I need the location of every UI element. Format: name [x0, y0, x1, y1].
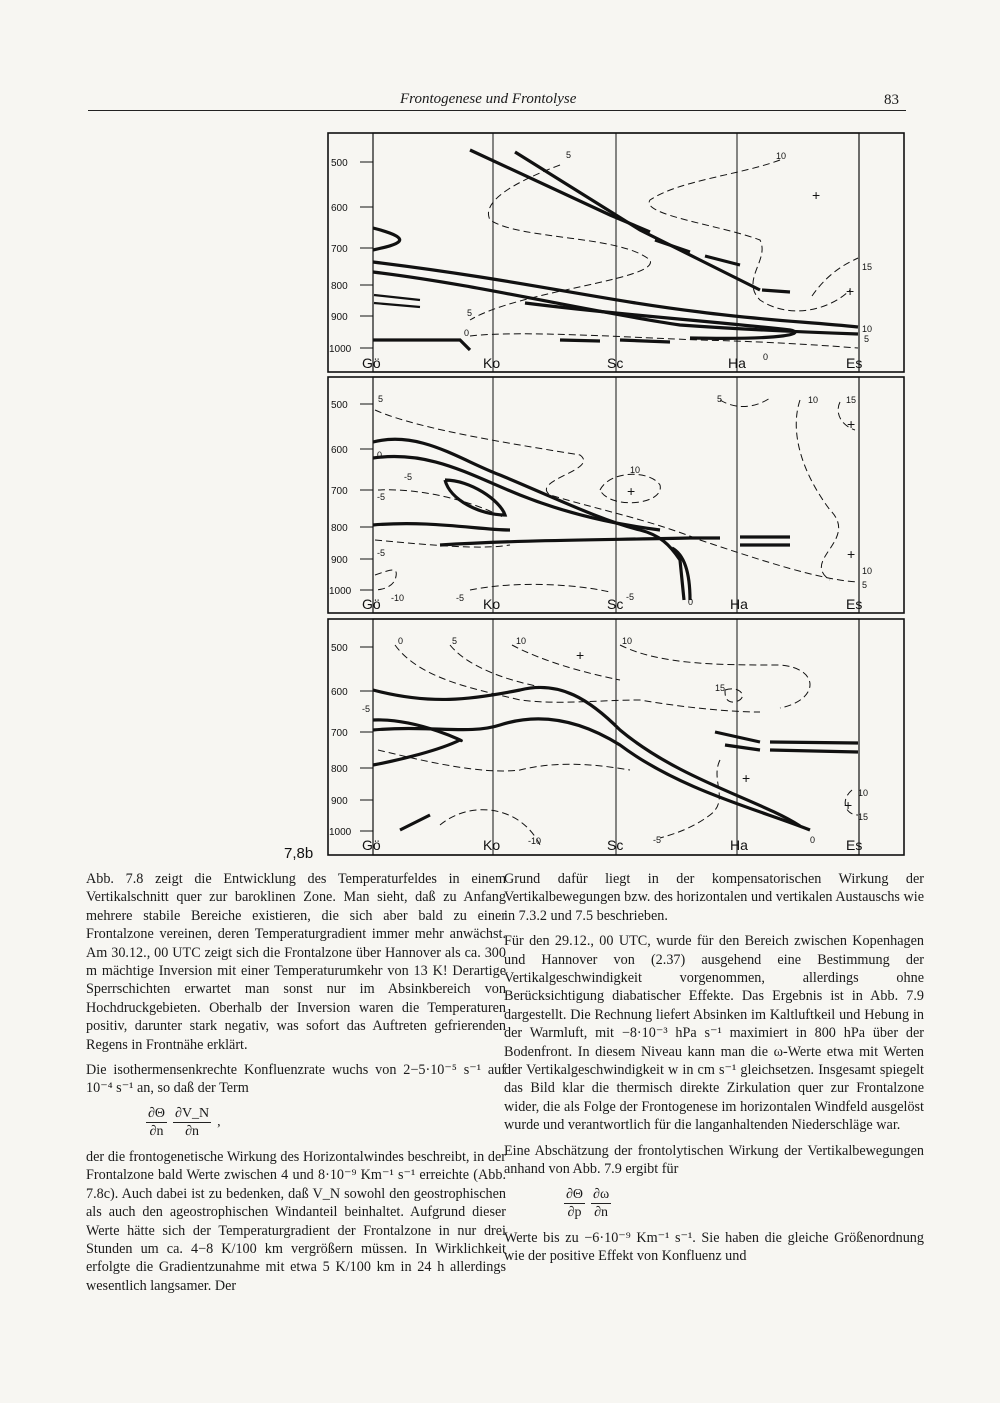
formula-1-num-a: ∂Θ	[148, 1105, 166, 1121]
p3-label-0b: 0	[810, 835, 816, 845]
p2-label-5c: 5	[862, 580, 868, 590]
formula-2-frac-b	[591, 1186, 611, 1221]
p1-level-600: 600	[331, 203, 348, 214]
running-header: Frontogenese und Frontolyse	[400, 91, 577, 107]
p2-station-sc: Sc	[607, 596, 624, 612]
formula-1	[146, 1105, 506, 1140]
p2-label-m5a: -5	[404, 472, 413, 482]
p2-station-goe: Gö	[362, 596, 381, 612]
p2-label-m5e: -5	[626, 592, 635, 602]
p2-level-1000: 1000	[329, 586, 352, 597]
p3-label-m5b: -5	[653, 835, 662, 845]
p3-station-es: Es	[846, 837, 863, 853]
right-column	[504, 870, 924, 1272]
p1-isotherms	[470, 160, 858, 348]
p2-label-15: 15	[846, 395, 857, 405]
formula-2	[564, 1186, 924, 1221]
p3-label-15b: 15	[858, 812, 869, 822]
right-paragraph-3: Eine Abschätzung der frontolytischen Wirkung der Vertikalbewegungen anhand von Abb. 7.9 ergibt für	[504, 1142, 924, 1178]
p3-label-5: 5	[452, 636, 458, 646]
right-paragraph-4: Werte bis zu −6·10⁻⁹ Km⁻¹ s⁻¹. Sie haben die gleiche Größenordnung wie der positive Effekt von Konfluenz und	[504, 1229, 924, 1264]
formula-1-num-b: ∂V_N	[175, 1105, 210, 1121]
panel-2	[328, 377, 904, 613]
p1-station-goe: Gö	[362, 355, 381, 371]
p3-label-10a: 10	[516, 636, 527, 646]
formula-1-frac-b	[173, 1105, 211, 1140]
p2-label-m5b: -5	[377, 492, 386, 502]
panel-3	[328, 619, 904, 855]
formula-1-tail: ,	[217, 1114, 221, 1130]
p1-station-ko: Ko	[483, 355, 501, 371]
left-column	[86, 870, 506, 1302]
p2-label-10: 10	[808, 395, 819, 405]
p1-label-0b: 0	[763, 352, 769, 362]
p3-plus-1: +	[576, 647, 585, 663]
p3-plus-2: +	[742, 770, 751, 786]
p1-station-ha: Ha	[728, 355, 746, 371]
p2-label-m5d: -5	[456, 593, 465, 603]
p3-level-700: 700	[331, 728, 348, 739]
p1-label-5: 5	[566, 150, 572, 160]
p3-level-1000: 1000	[329, 827, 352, 838]
p3-label-m10: -10	[528, 836, 542, 846]
formula-1-den-b: ∂n	[185, 1123, 200, 1139]
p3-label-10c: 10	[858, 788, 869, 798]
p1-label-0: 0	[464, 328, 470, 338]
p3-plus-3: +	[844, 797, 853, 813]
p2-label-m10: -10	[391, 593, 405, 603]
p3-station-sc: Sc	[607, 837, 624, 853]
p2-station-es: Es	[846, 596, 863, 612]
p3-station-ha: Ha	[730, 837, 748, 853]
p3-station-ko: Ko	[483, 837, 501, 853]
left-paragraph-3: der die frontogenetische Wirkung des Horizontalwindes beschreibt, in der Frontalzone bald Werte zwischen 4 und 8·10⁻⁹ Km⁻¹ s⁻¹ erreichte (Abb. 7.8c). Auch dabei ist zu bedenken, daß V_N sowohl den geostrophischen als auch den ageostrophischen Windanteil beinhaltet. Aufgrund dieser Werte hätte sich der Temperaturgradient der Frontalzone in nur drei Stunden um ca. 4−8 K/100 km vergrößern müssen. In Wirklichkeit erfolgte die Gradientzunahme mit etwa 5 K/100 km in 24 h allerdings wesentlich langsamer. Der	[86, 1148, 506, 1294]
left-paragraph-2: Die isothermensenkrechte Konfluenzrate wuchs von 2−5·10⁻⁵ s⁻¹ auf 10⁻⁴ s⁻¹ an, so daß der Term	[86, 1062, 506, 1097]
p2-label-m5c: -5	[377, 548, 386, 558]
p2-plus-3: +	[847, 546, 856, 562]
p3-level-500: 500	[331, 643, 348, 654]
p3-label-0: 0	[398, 636, 404, 646]
p2-plus-1: +	[627, 483, 636, 499]
formula-2-num-b: ∂ω	[593, 1186, 610, 1202]
p2-label-5a: 5	[378, 394, 384, 404]
left-paragraph-1: Abb. 7.8 zeigt die Entwicklung des Temperaturfeldes in einem Vertikalschnitt quer zur baroklinen Zone. Man sieht, daß zu Anfang mehrere stabile Bereiche existieren, die sich aber bald zu einer Frontalzone vereinen, deren Temperaturgradient immer mehr anwächst. Am 30.12., 00 UTC zeigt sich die Frontalzone über Hannover als ca. 300 m mächtige Inversion mit einer Temperaturumkehr von 13 K! Derartige Sperrschichten erwartet man sonst nur im Absinkbereich von Hochdruckgebieten. Oberhalb der Inversion waren die Temperaturen positiv, darunter stark negativ, was sofort das Auftreten gefrierenden Regens in Frontnähe erklärt.	[86, 871, 506, 1053]
p2-station-ha: Ha	[730, 596, 748, 612]
p3-level-900: 900	[331, 796, 348, 807]
p2-label-0b: 0	[688, 597, 694, 607]
right-paragraph-1: Grund dafür liegt in der kompensatorischen Wirkung der Vertikalbewegungen bzw. des horizontalen und vertikalen Austauschs wie in 7.3.2 und 7.5 beschrieben.	[504, 871, 924, 924]
p3-label-15: 15	[715, 683, 726, 693]
p3-station-goe: Gö	[362, 837, 381, 853]
panel-1-grid	[360, 133, 737, 372]
p2-level-600: 600	[331, 445, 348, 456]
p1-station-sc: Sc	[607, 355, 624, 371]
p2-level-700: 700	[331, 486, 348, 497]
p2-label-10b: 10	[630, 465, 641, 475]
p1-plus-2: +	[846, 283, 855, 299]
p1-level-900: 900	[331, 312, 348, 323]
p1-station-es: Es	[846, 355, 863, 371]
formula-1-frac-a	[146, 1105, 167, 1140]
p2-label-10c: 10	[862, 566, 873, 576]
p1-label-15: 15	[862, 262, 873, 272]
panel-3-grid	[360, 619, 737, 855]
p2-inversions	[373, 439, 790, 600]
page-number: 83	[884, 92, 899, 108]
formula-1-den-a: ∂n	[149, 1123, 164, 1139]
p2-label-5b: 5	[717, 394, 723, 404]
formula-2-den-a: ∂p	[567, 1204, 582, 1220]
p1-label-5c: 5	[864, 334, 870, 344]
p1-plus-1: +	[812, 187, 821, 203]
p2-level-900: 900	[331, 555, 348, 566]
p3-label-m5: -5	[362, 704, 371, 714]
panel-1	[328, 133, 904, 372]
formula-2-den-b: ∂n	[594, 1204, 609, 1220]
right-paragraph-2: Für den 29.12., 00 UTC, wurde für den Bereich zwischen Kopenhagen und Hannover von (2.37) ausgehend eine Bestimmung der Vertikalgeschwindigkeit vorgenommen, allerdings ohne Berücksichtigung diabatischer Effekte. Das Ergebnis ist in Abb. 7.9 dargestellt. Die Rechnung liefert Absinken im Kaltluftkeil und Hebung in der Warmluft, mit −8·10⁻³ hPa s⁻¹ maximiert in 800 hPa über der Bodenfront. In diesem Niveau kann man die ω-Werte etwa mit Werten der Vertikalgeschwindigkeit w in cm s⁻¹ gleichsetzen. Insgesamt spiegelt das Bild klar die thermisch direkte Zirkulation quer zur Frontalzone wider, die als Folge der Frontogenese im horizontalen Windfeld ausgelöst wurde und verantwortlich für die langanhaltenden Niederschläge war.	[504, 933, 924, 1134]
p2-level-800: 800	[331, 523, 348, 534]
p2-level-500: 500	[331, 400, 348, 411]
formula-2-frac-a	[564, 1186, 585, 1221]
p1-level-1000: 1000	[329, 344, 352, 355]
p2-plus-2: +	[847, 416, 856, 432]
p1-label-10: 10	[776, 151, 787, 161]
p3-level-600: 600	[331, 687, 348, 698]
p1-level-700: 700	[331, 244, 348, 255]
figure-label: 7,8b	[284, 845, 314, 862]
p2-station-ko: Ko	[483, 596, 501, 612]
p2-label-0: 0	[377, 450, 383, 460]
formula-2-num-a: ∂Θ	[566, 1186, 584, 1202]
p1-label-10b: 10	[862, 324, 873, 334]
p3-level-800: 800	[331, 764, 348, 775]
p1-level-500: 500	[331, 158, 348, 169]
p1-level-800: 800	[331, 281, 348, 292]
p3-label-10b: 10	[622, 636, 633, 646]
p1-label-5b: 5	[467, 308, 473, 318]
